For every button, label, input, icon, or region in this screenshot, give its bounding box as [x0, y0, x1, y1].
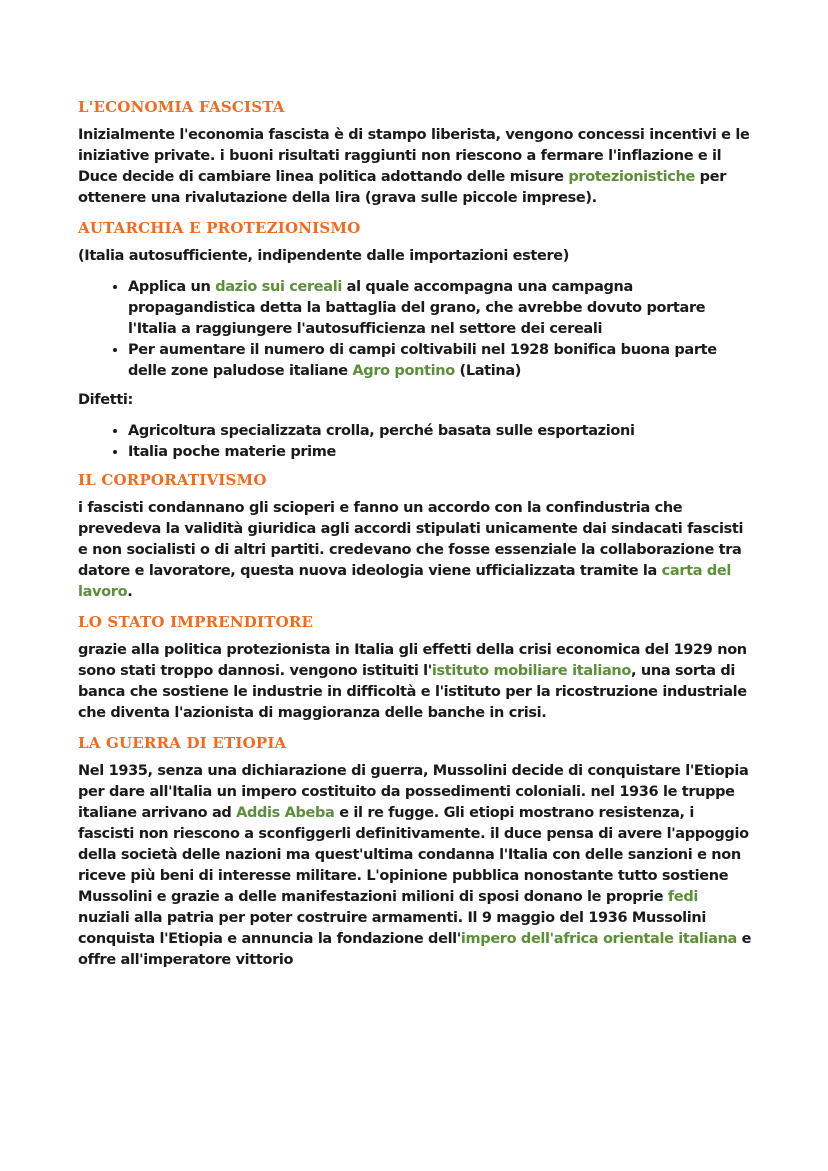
highlight-term: fedi	[667, 889, 698, 905]
section-title: LO STATO IMPRENDITORE	[78, 613, 314, 631]
highlight-term: dazio sui cereali	[215, 279, 342, 295]
highlight-term: protezionistiche	[568, 169, 695, 185]
text: per ottenere una rivalutazione della lira (grava sulle piccole imprese).	[78, 169, 726, 206]
section-title: IL CORPORATIVISMO	[78, 471, 267, 489]
notes-content	[78, 98, 754, 981]
highlight-term: carta del lavoro	[78, 563, 731, 600]
section-autarchia	[78, 219, 754, 463]
paragraph	[78, 640, 754, 724]
text: Inizialmente l'economia fascista è di stampo liberista, vengono concessi incentivi e le iniziative private. i buoni risultati raggiunti non riescono a fermare l'inflazione e il Duce decide di cambiare linea politica adottando delle misure	[78, 127, 750, 185]
paragraph	[78, 498, 754, 603]
paragraph	[78, 761, 754, 971]
text: (Latina)	[454, 363, 522, 379]
text: .	[127, 584, 133, 600]
section-title: AUTARCHIA E PROTEZIONISMO	[78, 219, 361, 237]
bullet-list	[78, 277, 754, 382]
section-economia-fascista	[78, 98, 754, 209]
list-item: • Agricoltura specializzata crolla, perché basata sulle esportazioni	[128, 421, 754, 442]
paragraph-intro: (Italia autosufficiente, indipendente dalle importazioni estere)	[78, 248, 570, 264]
highlight-term: impero dell'africa orientale italiana	[460, 931, 737, 947]
list-item	[128, 340, 754, 382]
text: Applica un	[128, 279, 216, 295]
bullet-list	[78, 421, 754, 463]
highlight-term: Agro pontino	[352, 363, 455, 379]
list-item	[128, 277, 754, 340]
text: grazie alla politica protezionista in Italia gli effetti della crisi economica del 1929 non sono stati troppo dannosi. vengono istituiti l'	[78, 642, 747, 679]
text: , una sorta di banca che sostiene le industrie in difficoltà e l'istituto per la ricostruzione industriale che diventa l'azionista di maggioranza delle banche in crisi.	[78, 663, 747, 721]
text: Nel 1935, senza una dichiarazione di guerra, Mussolini decide di conquistare l'Etiopia per dare all'Italia un impero costituito da possedimenti coloniali. nel 1936 le truppe italiane arrivano ad	[78, 763, 749, 821]
text: e offre all'imperatore vittorio	[78, 931, 752, 968]
section-title: LA GUERRA DI ETIOPIA	[78, 734, 287, 752]
paragraph	[78, 125, 754, 209]
text: nuziali alla patria per poter costruire armamenti. Il 9 maggio del 1936 Mussolini conquista l'Etiopia e annuncia la fondazione dell'	[78, 910, 706, 947]
section-title: L'ECONOMIA FASCISTA	[78, 98, 285, 116]
section-guerra-etiopia	[78, 734, 754, 971]
highlight-term: istituto mobiliare italiano	[431, 663, 632, 679]
text: e il re fugge. Gli etiopi mostrano resistenza, i fascisti non riescono a sconfiggerli definitivamente. il duce pensa di avere l'appoggio della società delle nazioni ma quest'ultima condanna l'Italia con delle sanzioni e non riceve più beni di interesse militare. L'opinione pubblica nonostante tutto sostiene Mussolini e grazie a delle manifestazioni milioni di sposi donano le proprie	[78, 805, 749, 905]
text: al quale accompagna una campagna propagandistica detta la battaglia del grano, che avrebbe dovuto portare l'Italia a raggiungere l'autosufficienza nel settore dei cereali	[128, 279, 706, 337]
section-stato-imprenditore	[78, 613, 754, 724]
difetti-label: Difetti:	[78, 392, 133, 408]
highlight-term: Addis Abeba	[236, 805, 335, 821]
list-item: • Italia poche materie prime	[128, 442, 754, 463]
section-corporativismo	[78, 471, 754, 603]
text: i fascisti condannano gli scioperi e fanno un accordo con la confindustria che prevedeva la validità giuridica agli accordi stipulati unicamente dai sindacati fascisti e non socialisti o di altri partiti. credevano che fosse essenziale la collaborazione tra datore e lavoratore, questa nuova ideologia viene ufficializzata tramite la	[78, 500, 744, 579]
text: Per aumentare il numero di campi coltivabili nel 1928 bonifica buona parte delle zone paludose italiane	[128, 342, 717, 379]
